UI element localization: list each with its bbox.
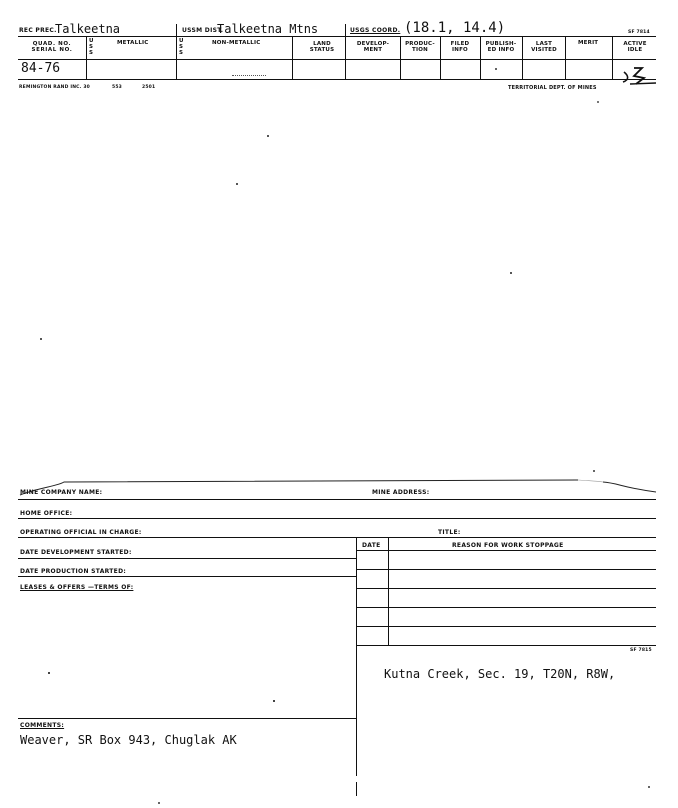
serial-value: 84-76 (21, 61, 61, 76)
table-row (356, 626, 656, 627)
col-land-status: LAND STATUS (309, 41, 335, 53)
ussm-dist-value: Talkeetna Mtns (217, 22, 319, 36)
col-divider (565, 36, 566, 79)
col-nonmetallic: NON-METALLIC (212, 40, 261, 46)
row-line (18, 537, 656, 538)
speck (510, 272, 512, 274)
column-divider (356, 645, 357, 718)
mine-company-label: MINE COMPANY NAME: (20, 489, 103, 496)
comments-value: Weaver, SR Box 943, Chuglak AK (20, 733, 237, 747)
col-divider (612, 36, 613, 79)
row-line (18, 518, 656, 519)
col-last-visited: LAST VISITED (531, 41, 557, 53)
form-number-top: SF 7814 (628, 30, 650, 35)
speck (267, 135, 269, 137)
table-row (356, 550, 656, 551)
speck (236, 183, 238, 185)
card-edge (18, 476, 658, 498)
row-line (18, 576, 356, 577)
operating-official-label: OPERATING OFFICIAL IN CHARGE: (20, 529, 142, 536)
header-divider (18, 59, 656, 60)
column-divider (356, 718, 357, 776)
col-merit: MERIT (578, 40, 599, 46)
table-row (356, 569, 656, 570)
table-row (356, 607, 656, 608)
speck (158, 802, 160, 804)
date-production-label: DATE PRODUCTION STARTED: (20, 568, 127, 575)
ink-dot (495, 68, 497, 70)
col-divider (400, 36, 401, 79)
col-quad: QUAD. NO. (32, 41, 72, 47)
col-metallic: METALLIC (117, 40, 149, 46)
row-line (18, 558, 356, 559)
col-divider (522, 36, 523, 79)
col-published-info: PUBLISH- ED INFO (485, 41, 517, 53)
ussm-dist-label: USSM DIST. (182, 27, 224, 34)
header-divider (18, 79, 656, 80)
pencil-mark (232, 75, 266, 76)
col-development: DEVELOP- MENT (356, 41, 390, 53)
table-border (388, 537, 389, 645)
form-number-bottom: SF 7815 (630, 648, 652, 653)
reason-column-header: REASON FOR WORK STOPPAGE (452, 542, 564, 549)
col-divider (86, 36, 87, 79)
printer-number: 2501 (142, 85, 156, 90)
home-office-label: HOME OFFICE: (20, 510, 73, 517)
col-divider (292, 36, 293, 79)
rec-prec-value: Talkeetna (55, 22, 121, 36)
leases-offers-label: LEASES & OFFERS —TERMS OF: (20, 584, 134, 591)
date-column-header: DATE (362, 542, 381, 549)
header-divider (18, 36, 656, 37)
row-line (18, 499, 656, 500)
col-production: PRODUC- TION (405, 41, 435, 53)
table-border (356, 537, 357, 645)
col-active-idle: ACTIVE IDLE (623, 41, 647, 53)
row-line (18, 718, 356, 719)
col-uss-nonmetallic: U S S (179, 38, 184, 56)
col-divider (345, 36, 346, 79)
speck (40, 338, 42, 340)
col-quad-serial (20, 41, 84, 53)
table-row (356, 645, 656, 646)
table-row (356, 588, 656, 589)
active-idle-scribble (620, 64, 658, 86)
date-development-label: DATE DEVELOPMENT STARTED: (20, 549, 132, 556)
col-divider (176, 36, 177, 79)
printer-number: 553 (112, 85, 122, 90)
speck (48, 672, 50, 674)
comments-label: COMMENTS: (20, 722, 65, 729)
location-value: Kutna Creek, Sec. 19, T20N, R8W, (384, 667, 616, 681)
col-filed-info: FILED INFO (450, 41, 470, 53)
title-label: TITLE: (438, 529, 461, 536)
rec-prec-label: REC PREC. (19, 27, 57, 34)
speck (648, 786, 650, 788)
col-divider (345, 24, 346, 36)
speck (597, 101, 599, 103)
col-serial: SERIAL NO. (31, 47, 73, 53)
speck (273, 700, 275, 702)
col-divider (480, 36, 481, 79)
department-imprint: TERRITORIAL DEPT. OF MINES (508, 85, 597, 91)
speck (593, 470, 595, 472)
printer-imprint: REMINGTON RAND INC. 30 (19, 85, 90, 90)
usgs-coord-value: (18.1, 14.4) (404, 20, 506, 36)
col-uss-metallic: U S S (89, 38, 94, 56)
column-divider (356, 782, 357, 796)
usgs-coord-label: USGS COORD. (350, 27, 401, 34)
col-divider (440, 36, 441, 79)
mine-address-label: MINE ADDRESS: (372, 489, 430, 496)
col-divider (176, 24, 177, 36)
